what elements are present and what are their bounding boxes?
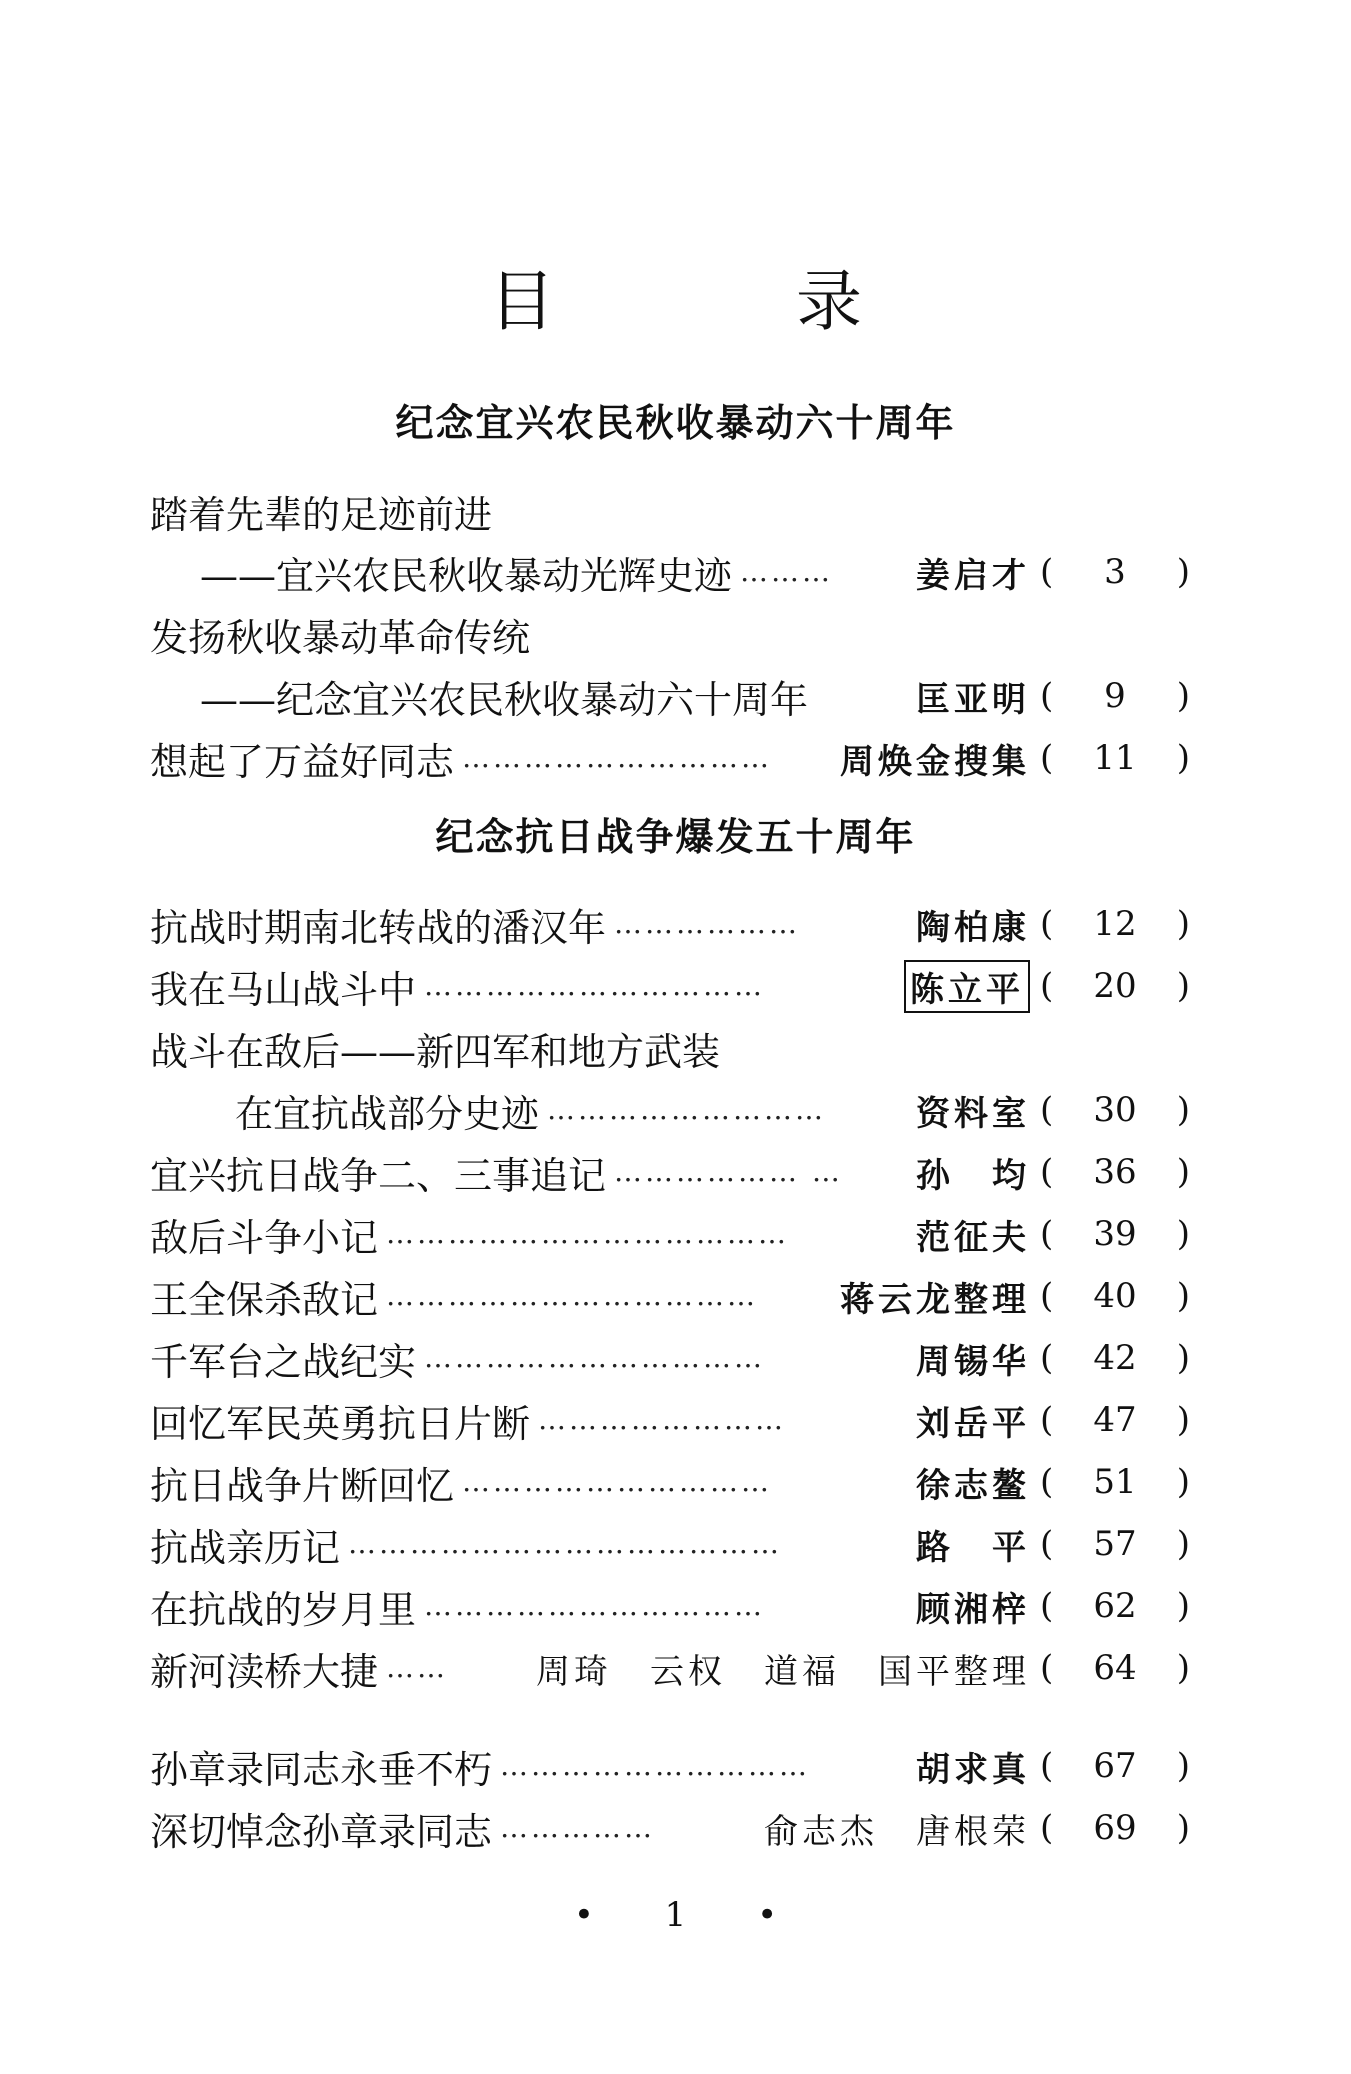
toc-entry[interactable]: [150, 1797, 1190, 1859]
entry-author: 周琦 云权 道福 国平整理: [536, 1651, 1030, 1692]
page-title: 目 录: [489, 263, 972, 340]
page-number: • 1 •: [573, 1895, 808, 1935]
entry-author: 匡亚明: [916, 679, 1030, 720]
dot-leader: …………………………………: [386, 1217, 790, 1250]
entry-author: 俞志杰 唐根荣: [764, 1811, 1030, 1852]
entry-page: ( 39 ): [1040, 1214, 1190, 1254]
dot-leader: …………………………: [462, 1465, 773, 1498]
entry-page: ( 9 ): [1040, 676, 1190, 716]
entry-title: 踏着先辈的足迹前进: [150, 492, 493, 537]
toc-entry[interactable]: [150, 1575, 1190, 1637]
dot-leader: ………………………………: [386, 1279, 759, 1312]
entry-title: ——宜兴农民秋收暴动光辉史迹: [200, 553, 733, 598]
toc-entry[interactable]: [200, 665, 1190, 727]
entry-author: 徐志鳌: [916, 1465, 1030, 1506]
entry-author: 资料室: [916, 1093, 1030, 1134]
toc-entry[interactable]: [150, 1265, 1190, 1327]
entry-author: 顾湘梓: [916, 1589, 1030, 1630]
entry-author: 路 平: [916, 1527, 1030, 1568]
toc-entry[interactable]: [150, 1389, 1190, 1451]
dot-leader: …………………………: [462, 741, 773, 774]
entry-title: 我在马山战斗中: [150, 967, 417, 1012]
entry-title: 王全保杀敌记: [150, 1277, 379, 1322]
toc-entry[interactable]: [150, 727, 1190, 789]
dot-leader: ……………………………: [424, 969, 766, 1002]
entry-title: 发扬秋收暴动革命传统: [150, 615, 531, 660]
dot-leader: ……………………………………: [348, 1527, 783, 1560]
entry-page: ( 62 ): [1040, 1586, 1190, 1626]
dot-leader: ……………… …: [614, 1155, 843, 1188]
entry-title: 想起了万益好同志: [150, 739, 455, 784]
entry-title: 敌后斗争小记: [150, 1215, 379, 1260]
dot-leader: …………………………: [500, 1749, 811, 1782]
dot-leader: ……: [386, 1651, 449, 1684]
toc-entry[interactable]: [150, 1141, 1190, 1203]
entry-author: 姜启才: [916, 555, 1030, 596]
entry-title: 孙章录同志永垂不朽: [150, 1747, 493, 1792]
toc-entry[interactable]: [235, 1079, 1190, 1141]
entry-author: 刘岳平: [916, 1403, 1030, 1444]
toc-entry[interactable]: [150, 1637, 1190, 1699]
entry-page: ( 47 ): [1040, 1400, 1190, 1440]
entry-title: 抗战亲历记: [150, 1525, 341, 1570]
toc-entry[interactable]: [200, 541, 1190, 603]
entry-author-boxed: 陈立平: [904, 960, 1030, 1013]
entry-title: 千军台之战纪实: [150, 1339, 417, 1384]
entry-page: ( 30 ): [1040, 1090, 1190, 1130]
toc-entry[interactable]: [150, 1203, 1190, 1265]
entry-page: ( 36 ): [1040, 1152, 1190, 1192]
entry-author: 胡求真: [916, 1749, 1030, 1790]
entry-author: 蒋云龙整理: [840, 1279, 1030, 1320]
toc-entry[interactable]: [150, 1327, 1190, 1389]
entry-page: ( 12 ): [1040, 904, 1190, 944]
dot-leader: ……………………………: [424, 1589, 766, 1622]
dot-leader: ……………………………: [424, 1341, 766, 1374]
entry-title: 抗日战争片断回忆: [150, 1463, 455, 1508]
entry-title: 在抗战的岁月里: [150, 1587, 417, 1632]
entry-title: 深切悼念孙章录同志: [150, 1809, 493, 1854]
dot-leader: ………………………: [547, 1093, 827, 1126]
entry-page: ( 64 ): [1040, 1648, 1190, 1688]
entry-author: 周锡华: [916, 1341, 1030, 1382]
entry-page: ( 40 ): [1040, 1276, 1190, 1316]
entry-page: ( 20 ): [1040, 966, 1190, 1006]
toc-entry[interactable]: [150, 1451, 1190, 1513]
entry-author: 周焕金搜集: [840, 741, 1030, 782]
entry-title: 宜兴抗日战争二、三事追记: [150, 1153, 607, 1198]
section-heading-autumn-uprising: 纪念宜兴农民秋收暴动六十周年: [395, 401, 956, 445]
entry-author: 范征夫: [916, 1217, 1030, 1258]
section-heading-anti-japanese-war: 纪念抗日战争爆发五十周年: [435, 815, 916, 859]
entry-page: ( 3 ): [1040, 552, 1190, 592]
entry-page: ( 67 ): [1040, 1746, 1190, 1786]
toc-entry[interactable]: [150, 603, 1190, 665]
toc-entry[interactable]: [150, 480, 1190, 542]
entry-title: 战斗在敌后——新四军和地方武装: [150, 1029, 721, 1074]
entry-title: 新河渎桥大捷: [150, 1649, 379, 1694]
toc-entry[interactable]: [150, 1513, 1190, 1575]
entry-page: ( 57 ): [1040, 1524, 1190, 1564]
entry-page: ( 11 ): [1040, 738, 1190, 778]
entry-page: ( 51 ): [1040, 1462, 1190, 1502]
entry-title: 回忆军民英勇抗日片断: [150, 1401, 531, 1446]
entry-author: 陶柏康: [916, 907, 1030, 948]
toc-entry[interactable]: [150, 1735, 1190, 1797]
entry-title: 在宜抗战部分史迹: [235, 1091, 540, 1136]
toc-entry[interactable]: [150, 955, 1190, 1017]
entry-author: 孙 均: [916, 1155, 1030, 1196]
dot-leader: ………: [740, 555, 834, 588]
entry-page: ( 69 ): [1040, 1808, 1190, 1848]
dot-leader: ……………………: [538, 1403, 787, 1436]
entry-title: ——纪念宜兴农民秋收暴动六十周年: [200, 677, 809, 722]
dot-leader: ……………: [500, 1811, 656, 1844]
entry-title: 抗战时期南北转战的潘汉年: [150, 905, 607, 950]
toc-entry[interactable]: [150, 893, 1190, 955]
toc-entry[interactable]: [150, 1017, 1190, 1079]
dot-leader: ………………: [614, 907, 801, 940]
entry-page: ( 42 ): [1040, 1338, 1190, 1378]
